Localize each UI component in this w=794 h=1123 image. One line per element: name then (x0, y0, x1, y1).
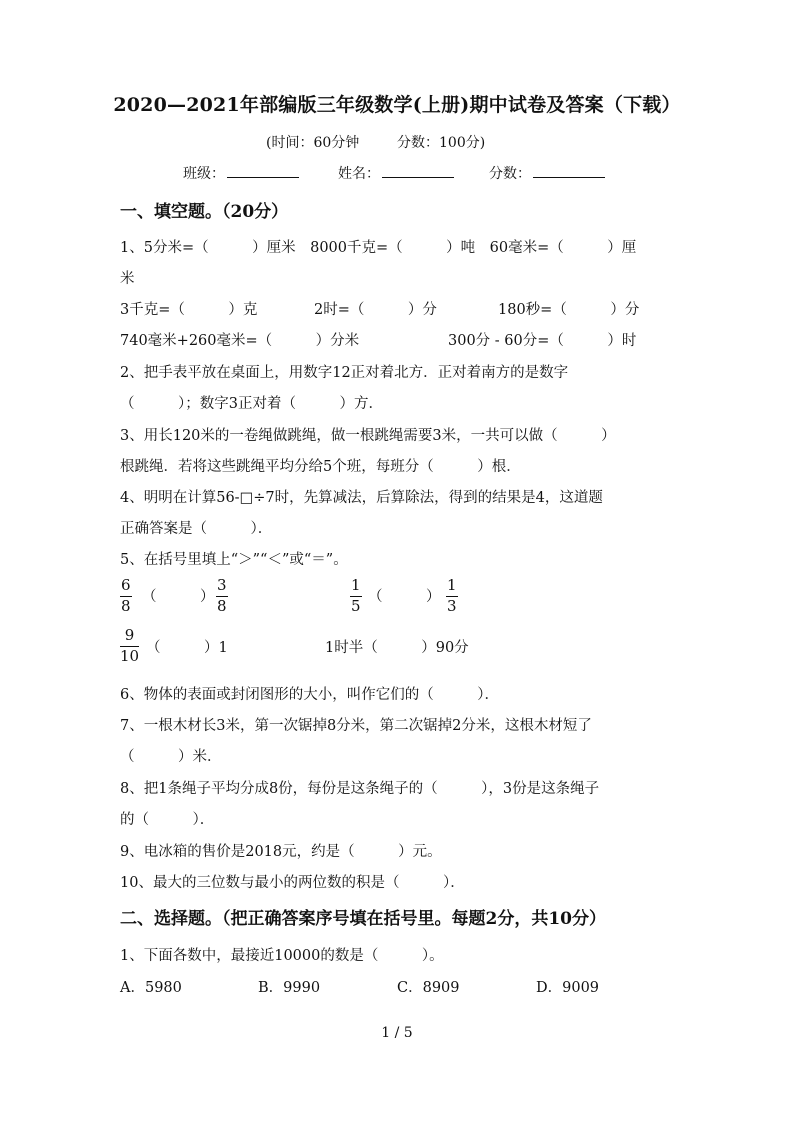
exam-time: (时间：60分钟 (266, 135, 360, 151)
q5-compare-a (120, 575, 132, 615)
fraction-numerator: 1 (351, 576, 361, 594)
score-field (489, 163, 605, 183)
fraction-9-10 (120, 628, 139, 665)
name-field (338, 163, 454, 183)
q5-compare-b (350, 575, 362, 615)
fraction-1-5 (350, 578, 362, 615)
option-a[interactable]: A．5980 (120, 980, 182, 996)
score-blank[interactable] (533, 163, 605, 178)
q1-line1: 1、5分米=（ ）厘米 8000千克=（ ）吨 60毫米=（ ）厘 (120, 240, 637, 256)
q7-line1: 7、一根木材长3米，第一次锯掉8分米，第二次锯掉2分米，这根木材短了 (120, 718, 592, 734)
q5-compare-d: 1时半（ ）90分 (325, 640, 469, 656)
class-label: 班级： (183, 166, 225, 182)
q1-item-hour: 2时=（ ）分 (314, 302, 437, 318)
q2-line1: 2、把手表平放在桌面上，用数字12正对着北方．正对着南方的是数字 (120, 365, 569, 381)
fraction-denominator: 8 (121, 596, 131, 615)
q1-item-mm: 740毫米+260毫米=（ ）分米 (120, 333, 360, 349)
q2-line2: （ ）；数字3正对着（ ）方． (120, 396, 383, 412)
fraction-6-8 (120, 578, 132, 615)
q5-line1: 5、在括号里填上“＞”“＜”或“＝”。 (120, 552, 348, 568)
q5-blank-a[interactable]: （ ） (142, 589, 215, 605)
q5-blank-c[interactable]: （ ）1 (146, 640, 228, 656)
q4-line1: 4、明明在计算56-□÷7时，先算减法，后算除法，得到的结果是4，这道题 (120, 490, 603, 506)
q5-compare-a-right (216, 575, 228, 615)
page-number: 1 / 5 (381, 1025, 413, 1041)
name-label: 姓名： (338, 166, 380, 182)
class-field (183, 163, 299, 183)
q5-blank-b[interactable]: （ ） (368, 589, 441, 605)
exam-title: 2020—2021年部编版三年级数学(上册)期中试卷及答案（下载） (113, 94, 681, 116)
q3-line2: 根跳绳．若将这些跳绳平均分给5个班，每班分（ ）根． (120, 459, 521, 475)
q1-item-kg: 3千克=（ ）克 (120, 302, 258, 318)
fraction-3-8 (216, 578, 228, 615)
s2-q1: 1、下面各数中，最接近10000的数是（ ）。 (120, 948, 444, 964)
exam-score: 分数：100分) (397, 135, 486, 151)
option-c[interactable]: C．8909 (397, 980, 460, 996)
q1-item-sec: 180秒=（ ）分 (498, 302, 640, 318)
q6: 6、物体的表面或封闭图形的大小，叫作它们的（ ）． (120, 687, 499, 703)
q5-compare-b-right (446, 575, 458, 615)
section2-heading: 二、选择题。（把正确答案序号填在括号里。每题2分，共10分） (120, 909, 606, 929)
fraction-denominator: 8 (217, 596, 227, 615)
score-label: 分数： (489, 166, 531, 182)
fraction-numerator: 9 (124, 626, 135, 644)
section1-heading: 一、填空题。（20分） (120, 202, 289, 222)
q9: 9、电冰箱的售价是2018元，约是（ ）元。 (120, 844, 442, 860)
q8-line1: 8、把1条绳子平均分成8份，每份是这条绳子的（ ），3份是这条绳子 (120, 781, 600, 797)
fraction-denominator: 10 (120, 646, 140, 665)
option-d[interactable]: D．9009 (536, 980, 600, 996)
q7-line2: （ ）米． (120, 749, 222, 765)
fraction-numerator: 3 (217, 576, 227, 594)
fraction-denominator: 3 (447, 596, 457, 615)
fraction-1-3 (446, 578, 458, 615)
q1-item-min: 300分 - 60分=（ ）时 (448, 333, 637, 349)
q10: 10、最大的三位数与最小的两位数的积是（ ）． (120, 875, 465, 891)
option-b[interactable]: B．9990 (258, 980, 321, 996)
fraction-denominator: 5 (351, 596, 361, 615)
q3-line1: 3、用长120米的一卷绳做跳绳，做一根跳绳需要3米，一共可以做（ ） (120, 428, 616, 444)
fraction-numerator: 6 (121, 576, 131, 594)
q8-line2: 的（ ）． (120, 812, 215, 828)
q4-line2: 正确答案是（ ）． (120, 521, 273, 537)
q1-line1b: 米 (120, 271, 135, 287)
fraction-numerator: 1 (447, 576, 457, 594)
class-blank[interactable] (227, 163, 299, 178)
q5-compare-c (120, 625, 139, 665)
name-blank[interactable] (382, 163, 454, 178)
